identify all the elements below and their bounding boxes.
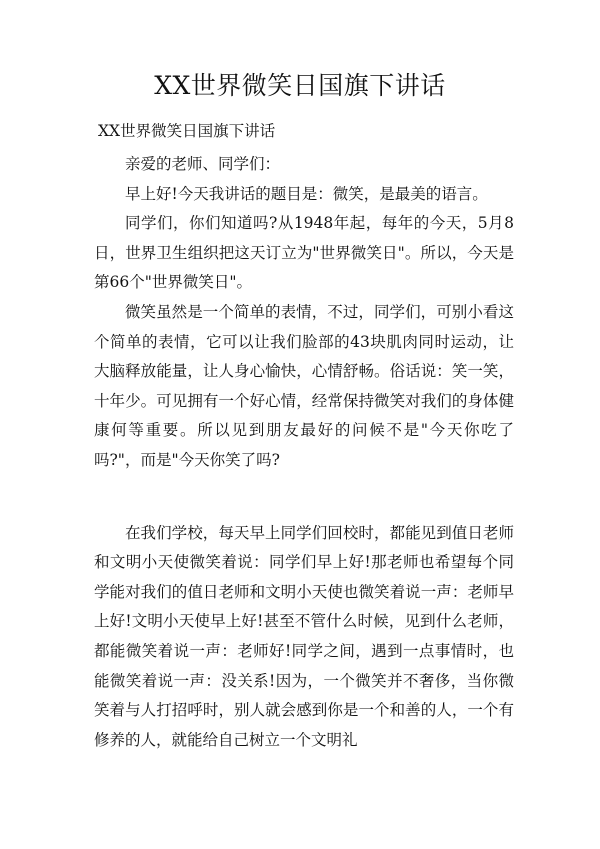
paragraph-gap: [94, 476, 514, 519]
school-paragraph: 在我们学校，每天早上同学们回校时，都能见到值日老师和文明小天使微笑着说：同学们早上好!那老师也希望每个同学能对我们的值日老师和文明小天使也微笑着说一声：老师早上好!文明小天使早上好!甚至不管什么时候，见到什么老师，都能微笑着说一声：老师好!同学之间，遇到一点事情时，也能微笑着说一声：没关系!因为，一个微笑并不奢侈，当你微笑着与人打招呼时，别人就会感到你是一个和善的人，一个有修养的人，就能给自己树立一个文明礼: [94, 523, 514, 749]
page-title: XX世界微笑日国旗下讲话: [154, 71, 446, 100]
greeting-paragraph: 亲爱的老师、同学们：: [125, 155, 281, 173]
smile-benefit-paragraph: 微笑虽然是一个简单的表情，不过，同学们，可别小看这个简单的表情，它可以让我们脸部的43块肌肉同时运动，让大脑释放能量，让人身心愉快，心情舒畅。俗话说：笑一笑，十年少。可见拥有一个好心情，经常保持微笑对我们的身体健康何等重要。所以见到朋友最好的问候不是"今天你吃了吗?"，而是"今天你笑了吗?: [94, 302, 514, 469]
document-body: [94, 150, 514, 755]
history-paragraph: 同学们，你们知道吗?从1948年起，每年的今天，5月8日，世界卫生组织把这天订立为"世界微笑日"。所以，今天是第66个"世界微笑日"。: [94, 214, 514, 292]
document-subtitle: XX世界微笑日国旗下讲话: [98, 122, 276, 140]
topic-paragraph: 早上好!今天我讲话的题目是：微笑，是最美的语言。: [125, 184, 488, 203]
